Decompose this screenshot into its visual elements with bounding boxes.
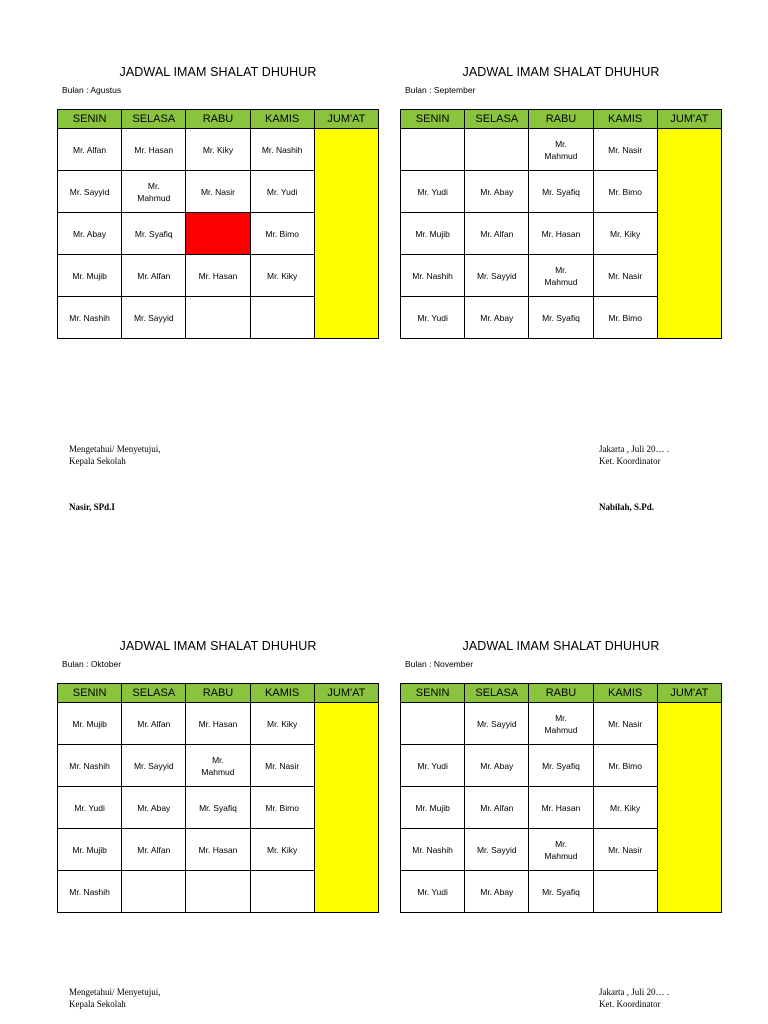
principal-label: Kepala Sekolah (69, 999, 126, 1009)
schedule-cell: Mr. Syafiq (529, 297, 593, 339)
column-header-senin: SENIN (58, 110, 122, 129)
schedule-cell: Mr. Sayyid (122, 745, 186, 787)
schedule-cell (250, 297, 314, 339)
schedule-cell: Mr. Kiky (186, 129, 250, 171)
schedule-cell: Mr. Abay (122, 787, 186, 829)
header-row (58, 684, 379, 703)
schedule-cell: Mr. Kiky (250, 829, 314, 871)
schedule-cell: Mr. Syafiq (529, 745, 593, 787)
column-header-senin: SENIN (401, 110, 465, 129)
schedule-cell: Mr. Yudi (401, 171, 465, 213)
column-header-jumat: JUM'AT (314, 110, 378, 129)
schedule-cell: Mr. Sayyid (58, 171, 122, 213)
schedule-cell: Mr. Alfan (122, 255, 186, 297)
place-date: Jakarta , Juli 20… . (599, 444, 669, 454)
schedule-cell: Mr. Nashih (250, 129, 314, 171)
schedule-cell: Mr. Bimo (593, 171, 657, 213)
approval-label: Mengetahui/ Menyetujui, (69, 987, 161, 997)
column-header-kamis: KAMIS (593, 684, 657, 703)
schedule-cell: Mr. Abay (465, 745, 529, 787)
place-date: Jakarta , Juli 20… . (599, 987, 669, 997)
schedule-table (400, 109, 722, 339)
month-label: Bulan : Oktober (62, 659, 122, 669)
column-header-rabu: RABU (529, 110, 593, 129)
schedule-cell: Mr. Kiky (250, 255, 314, 297)
friday-column (657, 703, 721, 913)
coordinator-label: Ket. Koordinator (599, 999, 661, 1009)
schedule-cell: Mr. Abay (58, 213, 122, 255)
schedule-cell (401, 703, 465, 745)
schedule-cell (186, 871, 250, 913)
schedule-cell: Mr. Sayyid (122, 297, 186, 339)
table-row (401, 703, 722, 745)
schedule-cell (401, 129, 465, 171)
schedule-cell: Mr. Nasir (593, 703, 657, 745)
column-header-senin: SENIN (401, 684, 465, 703)
table-row (401, 129, 722, 171)
header-row (58, 110, 379, 129)
schedule-cell: Mr. Nashih (58, 871, 122, 913)
header-row (401, 110, 722, 129)
column-header-rabu: RABU (186, 684, 250, 703)
schedule-cell: Mr. Syafiq (529, 871, 593, 913)
month-label: Bulan : September (405, 85, 476, 95)
schedule-cell: Mr. Yudi (250, 171, 314, 213)
schedule-cell: Mr. Kiky (250, 703, 314, 745)
schedule-title: JADWAL IMAM SHALAT DHUHUR (462, 65, 660, 79)
schedule-title: JADWAL IMAM SHALAT DHUHUR (462, 639, 660, 653)
schedule-cell: Mr. Yudi (58, 787, 122, 829)
coordinator-label: Ket. Koordinator (599, 456, 661, 466)
coordinator-name: Nabilah, S.Pd. (599, 502, 655, 512)
schedule-title: JADWAL IMAM SHALAT DHUHUR (119, 639, 317, 653)
column-header-selasa: SELASA (465, 110, 529, 129)
schedule-cell: Mr. Syafiq (186, 787, 250, 829)
column-header-senin: SENIN (58, 684, 122, 703)
table-row (58, 129, 379, 171)
column-header-jumat: JUM'AT (657, 110, 721, 129)
schedule-cell: Mr. Mujib (58, 255, 122, 297)
schedule-cell: Mr. Bimo (593, 297, 657, 339)
schedule-cell: Mr. Alfan (122, 703, 186, 745)
approval-label: Mengetahui/ Menyetujui, (69, 444, 161, 454)
schedule-cell: Mr. Sayyid (465, 255, 529, 297)
schedule-cell: Mr. Hasan (186, 255, 250, 297)
schedule-cell: Mr. Mujib (58, 703, 122, 745)
schedule-cell: Mr. Nasir (593, 255, 657, 297)
friday-column (657, 129, 721, 339)
schedule-cell: Mr. Bimo (250, 787, 314, 829)
schedule-cell: Mr. Bimo (250, 213, 314, 255)
schedule-cell: Mr. Mahmud (529, 703, 593, 745)
schedule-cell: Mr. Mahmud (529, 129, 593, 171)
schedule-cell: Mr. Nashih (401, 255, 465, 297)
schedule-cell: Mr. Abay (465, 297, 529, 339)
schedule-cell: Mr. Mujib (58, 829, 122, 871)
schedule-table (57, 109, 379, 339)
friday-column (314, 703, 378, 913)
schedule-cell: Mr. Nasir (593, 129, 657, 171)
schedule-cell: Mr. Mahmud (186, 745, 250, 787)
schedule-cell: Mr. Hasan (122, 129, 186, 171)
schedule-cell: Mr. Alfan (465, 213, 529, 255)
column-header-selasa: SELASA (465, 684, 529, 703)
schedule-cell: Mr. Syafiq (122, 213, 186, 255)
column-header-selasa: SELASA (122, 110, 186, 129)
column-header-rabu: RABU (529, 684, 593, 703)
month-label: Bulan : Agustus (62, 85, 122, 95)
schedule-table (400, 683, 722, 913)
schedule-table (57, 683, 379, 913)
table-row (58, 703, 379, 745)
schedule-cell: Mr. Alfan (465, 787, 529, 829)
schedule-cell: Mr. Yudi (401, 745, 465, 787)
schedule-cell (186, 297, 250, 339)
schedule-cell (122, 871, 186, 913)
schedule-cell: Mr. Nashih (58, 745, 122, 787)
column-header-kamis: KAMIS (593, 110, 657, 129)
highlighted-cell (186, 213, 250, 255)
month-label: Bulan : November (405, 659, 474, 669)
schedule-title: JADWAL IMAM SHALAT DHUHUR (119, 65, 317, 79)
schedule-cell: Mr. Mujib (401, 213, 465, 255)
principal-name: Nasir, SPd.I (69, 502, 115, 512)
schedule-cell: Mr. Nasir (250, 745, 314, 787)
principal-label: Kepala Sekolah (69, 456, 126, 466)
friday-column (314, 129, 378, 339)
schedule-cell: Mr. Nashih (58, 297, 122, 339)
schedule-cell: Mr. Yudi (401, 871, 465, 913)
schedule-cell: Mr. Hasan (529, 787, 593, 829)
schedule-cell: Mr. Abay (465, 871, 529, 913)
schedule-cell: Mr. Mahmud (529, 829, 593, 871)
schedule-cell: Mr. Syafiq (529, 171, 593, 213)
schedule-cell: Mr. Hasan (186, 703, 250, 745)
signature-bottom-left (69, 986, 160, 1010)
schedule-cell: Mr. Kiky (593, 213, 657, 255)
header-row (401, 684, 722, 703)
column-header-selasa: SELASA (122, 684, 186, 703)
schedule-cell (250, 871, 314, 913)
schedule-cell: Mr. Hasan (529, 213, 593, 255)
schedule-cell: Mr. Abay (465, 171, 529, 213)
signature-right (599, 443, 669, 513)
column-header-kamis: KAMIS (250, 110, 314, 129)
schedule-cell: Mr. Alfan (58, 129, 122, 171)
schedule-cell: Mr. Hasan (186, 829, 250, 871)
schedule-cell: Mr. Nasir (593, 829, 657, 871)
schedule-cell: Mr. Alfan (122, 829, 186, 871)
schedule-cell: Mr. Kiky (593, 787, 657, 829)
schedule-cell: Mr. Nasir (186, 171, 250, 213)
schedule-cell: Mr. Nashih (401, 829, 465, 871)
column-header-jumat: JUM'AT (657, 684, 721, 703)
schedule-cell: Mr. Sayyid (465, 829, 529, 871)
schedule-cell (593, 871, 657, 913)
schedule-cell (465, 129, 529, 171)
column-header-kamis: KAMIS (250, 684, 314, 703)
schedule-cell: Mr. Bimo (593, 745, 657, 787)
schedule-cell: Mr. Mujib (401, 787, 465, 829)
signature-left (69, 443, 160, 513)
schedule-cell: Mr. Mahmud (529, 255, 593, 297)
schedule-cell: Mr. Mahmud (122, 171, 186, 213)
schedule-cell: Mr. Yudi (401, 297, 465, 339)
column-header-rabu: RABU (186, 110, 250, 129)
signature-bottom-right (599, 986, 669, 1010)
column-header-jumat: JUM'AT (314, 684, 378, 703)
schedule-cell: Mr. Sayyid (465, 703, 529, 745)
